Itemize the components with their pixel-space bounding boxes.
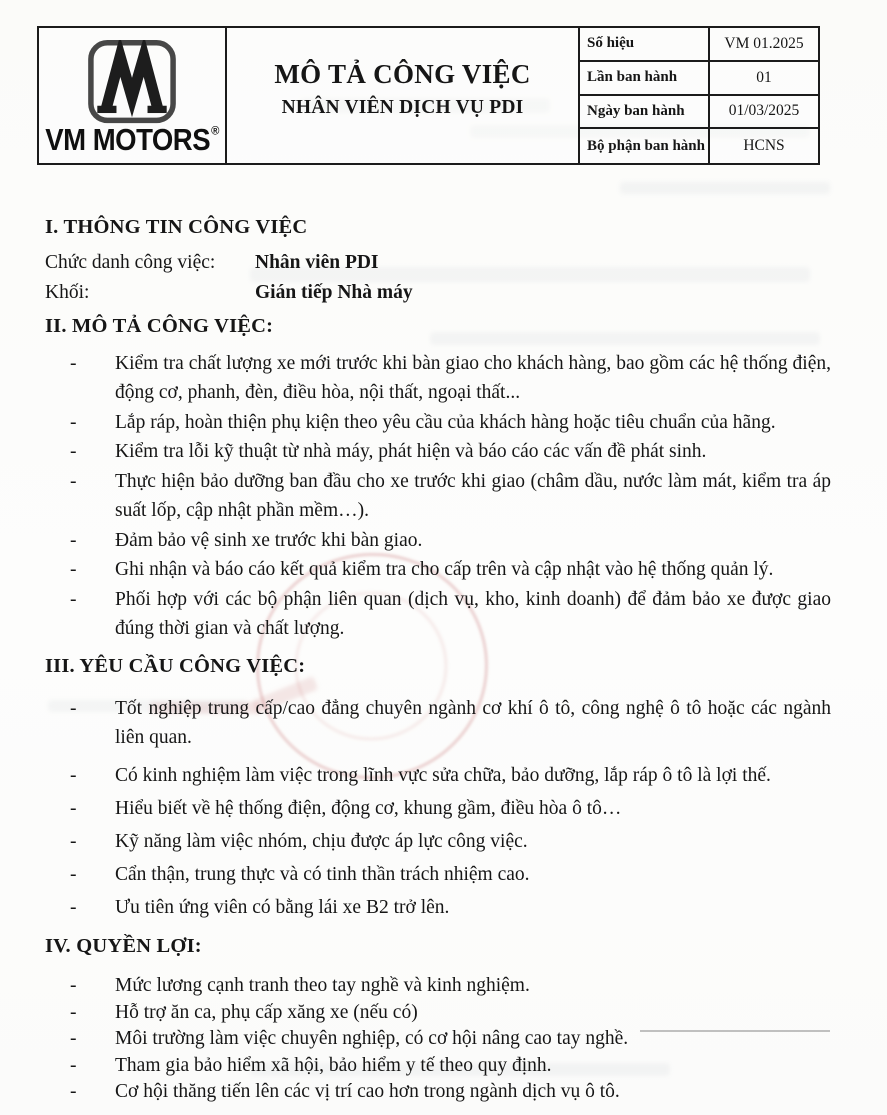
field-row bbox=[45, 278, 831, 308]
list-item bbox=[45, 893, 831, 922]
list-item bbox=[45, 408, 831, 438]
section-requirements bbox=[45, 651, 831, 923]
bullet-marker: - bbox=[70, 588, 77, 610]
title-block bbox=[227, 28, 578, 163]
bullet-text: Lắp ráp, hoàn thiện phụ kiện theo yêu cầu của khách hàng hoặc tiêu chuẩn của hãng. bbox=[115, 411, 776, 433]
bullet-marker: - bbox=[70, 529, 77, 551]
field-label: Khối: bbox=[45, 281, 90, 303]
document-body bbox=[45, 212, 831, 1106]
field-value: Gián tiếp Nhà máy bbox=[255, 281, 413, 303]
requirements-list bbox=[45, 694, 831, 922]
field-value: Nhân viên PDI bbox=[255, 251, 379, 273]
section-heading: III. YÊU CẦU CÔNG VIỆC: bbox=[45, 654, 306, 677]
bullet-text: Kỹ năng làm việc nhóm, chịu được áp lực công việc. bbox=[115, 831, 528, 853]
bullet-marker: - bbox=[70, 831, 77, 853]
bullet-text: Ưu tiên ứng viên có bằng lái xe B2 trở lên. bbox=[115, 897, 450, 919]
bullet-marker: - bbox=[70, 559, 77, 580]
list-item bbox=[45, 827, 831, 856]
brand-name: VM MOTORS bbox=[45, 122, 211, 157]
info-label: Lần ban hành bbox=[580, 62, 710, 96]
list-item bbox=[45, 526, 831, 556]
bullet-text: Cẩn thận, trung thực và có tinh thần trách nhiệm cao. bbox=[115, 864, 530, 886]
doc-info-table bbox=[578, 28, 818, 163]
bullet-text: Phối hợp với các bộ phận liên quan (dịch vụ, kho, kinh doanh) để đảm bảo xe được giao đúng thời gian và chất lượng. bbox=[115, 588, 831, 639]
list-item bbox=[45, 1000, 831, 1027]
bullet-marker: - bbox=[70, 1001, 77, 1023]
bullet-marker: - bbox=[70, 1081, 77, 1102]
bullet-marker: - bbox=[70, 698, 77, 720]
vm-motors-logo-icon bbox=[84, 40, 180, 124]
bullet-text: Hỗ trợ ăn ca, phụ cấp xăng xe (nếu có) bbox=[115, 1001, 418, 1023]
section-benefits bbox=[45, 931, 831, 1105]
duties-list bbox=[45, 349, 831, 644]
list-item bbox=[45, 694, 831, 752]
bullet-text: Môi trường làm việc chuyên nghiệp, có cơ hội nâng cao tay nghề. bbox=[115, 1028, 629, 1049]
benefits-list bbox=[45, 973, 831, 1106]
info-value: HCNS bbox=[743, 137, 785, 155]
bullet-marker: - bbox=[70, 411, 77, 433]
info-label: Số hiệu bbox=[580, 28, 710, 62]
bullet-text: Mức lương cạnh tranh theo tay nghề và kinh nghiệm. bbox=[115, 975, 530, 996]
bullet-marker: - bbox=[70, 798, 77, 820]
section-job-info bbox=[45, 212, 831, 308]
bullet-marker: - bbox=[70, 1054, 77, 1076]
bullet-marker: - bbox=[70, 975, 77, 996]
bullet-marker: - bbox=[70, 352, 77, 374]
bullet-text: Kiểm tra lỗi kỹ thuật từ nhà máy, phát hiện và báo cáo các vấn đề phát sinh. bbox=[115, 441, 707, 462]
bullet-marker: - bbox=[70, 765, 77, 787]
bullet-text: Ghi nhận và báo cáo kết quả kiểm tra cho cấp trên và cập nhật vào hệ thống quản lý. bbox=[115, 559, 774, 580]
bullet-text: Đảm bảo vệ sinh xe trước khi bàn giao. bbox=[115, 529, 423, 551]
section-heading: I. THÔNG TIN CÔNG VIỆC bbox=[45, 216, 308, 238]
bullet-text: Thực hiện bảo dưỡng ban đầu cho xe trước khi giao (châm dầu, nước làm mát, kiểm tra áp suất lốp, cập nhật phần mềm…). bbox=[115, 470, 831, 521]
info-value: VM 01.2025 bbox=[710, 28, 818, 62]
brand-wordmark bbox=[45, 122, 220, 157]
list-item bbox=[45, 973, 831, 1000]
field-row bbox=[45, 248, 831, 278]
bullet-marker: - bbox=[70, 470, 77, 492]
info-value: 01/03/2025 bbox=[710, 96, 818, 130]
bullet-text: Tốt nghiệp trung cấp/cao đẳng chuyên ngành cơ khí ô tô, công nghệ ô tô hoặc các ngành liên quan. bbox=[115, 698, 831, 749]
document-header bbox=[37, 26, 820, 165]
list-item bbox=[45, 467, 831, 526]
list-item bbox=[45, 437, 831, 467]
doc-title: MÔ TẢ CÔNG VIỆC bbox=[274, 58, 531, 89]
company-logo bbox=[39, 28, 227, 163]
bullet-marker: - bbox=[70, 441, 77, 462]
info-value: 01 bbox=[710, 62, 818, 96]
bullet-text: Tham gia bảo hiểm xã hội, bảo hiểm y tế theo quy định. bbox=[115, 1054, 552, 1076]
info-label: Ngày ban hành bbox=[580, 96, 710, 130]
list-item bbox=[45, 1079, 831, 1106]
bullet-marker: - bbox=[70, 864, 77, 886]
info-label: Bộ phận ban hành bbox=[580, 129, 710, 163]
section-heading: IV. QUYỀN LỢI: bbox=[45, 935, 202, 958]
bullet-text: Kiểm tra chất lượng xe mới trước khi bàn giao cho khách hàng, bao gồm các hệ thống điện, động cơ, phanh, đèn, điều hòa, nội thất, ngoại thất... bbox=[115, 352, 831, 403]
list-item bbox=[45, 1026, 831, 1053]
bullet-text: Có kinh nghiệm làm việc trong lĩnh vực sửa chữa, bảo dưỡng, lắp ráp ô tô là lợi thế. bbox=[115, 765, 771, 787]
list-item bbox=[45, 761, 831, 790]
bullet-marker: - bbox=[70, 897, 77, 919]
registered-mark: ® bbox=[211, 123, 220, 138]
list-item bbox=[45, 349, 831, 408]
section-job-duties bbox=[45, 311, 831, 644]
bullet-text: Cơ hội thăng tiến lên các vị trí cao hơn trong ngành dịch vụ ô tô. bbox=[115, 1081, 620, 1102]
doc-subtitle: NHÂN VIÊN DỊCH VỤ PDI bbox=[281, 96, 524, 118]
scan-smudge bbox=[620, 182, 830, 194]
list-item bbox=[45, 860, 831, 889]
section-heading: II. MÔ TẢ CÔNG VIỆC: bbox=[45, 314, 274, 337]
bullet-marker: - bbox=[70, 1028, 77, 1049]
list-item bbox=[45, 794, 831, 823]
bullet-text: Hiểu biết về hệ thống điện, động cơ, khung gầm, điều hòa ô tô… bbox=[115, 798, 622, 820]
list-item bbox=[45, 585, 831, 644]
list-item bbox=[45, 1053, 831, 1080]
field-label: Chức danh công việc: bbox=[45, 251, 216, 273]
list-item bbox=[45, 555, 831, 585]
